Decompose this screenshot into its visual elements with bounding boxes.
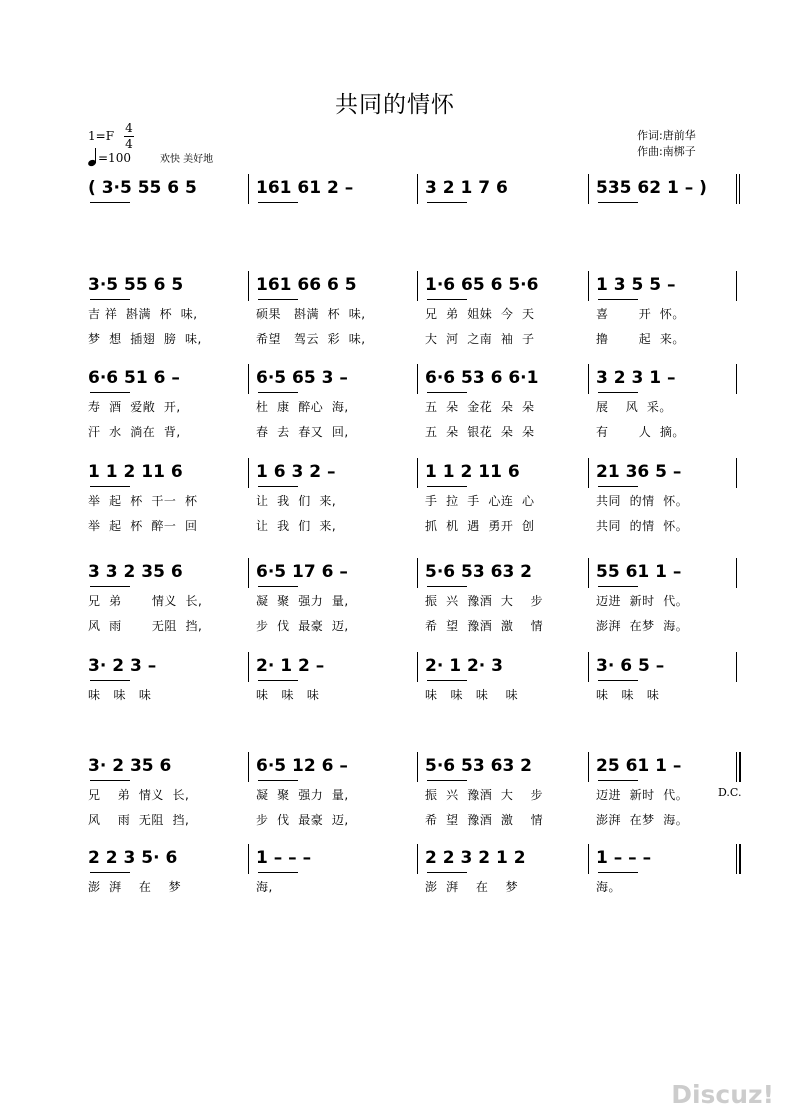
- lyric-line: 让 我 们 来,: [256, 519, 337, 533]
- barline: [417, 752, 418, 782]
- lyric-line: 步 伐 最豪 迈,: [256, 619, 349, 633]
- beam-underline: [427, 780, 467, 781]
- lyric-line: 希 望 豫酒 激 情: [425, 619, 544, 633]
- key-signature: 1=F: [88, 129, 115, 143]
- tempo-marking: [88, 148, 131, 166]
- notation-measure: 3· 6 5 –: [596, 656, 665, 676]
- quarter-note-icon: [88, 148, 98, 166]
- beam-underline: [427, 486, 467, 487]
- notation-measure: 3·5 55 6 5: [88, 275, 184, 295]
- lyric-line: 兄 弟 情义 长,: [88, 788, 190, 802]
- lyric-line: 海,: [256, 880, 273, 894]
- barline: [417, 652, 418, 682]
- beam-underline: [90, 872, 130, 873]
- barline: [417, 271, 418, 301]
- notation-measure: 3· 2 3 –: [88, 656, 157, 676]
- notation-measure: 2 2 3 5· 6: [88, 848, 178, 868]
- beam-underline: [90, 586, 130, 587]
- lyric-line: 味 味 味: [256, 688, 320, 702]
- lyric-line: 澎湃 在梦 海。: [596, 813, 689, 827]
- lyric-line: 大 河 之南 袖 子: [425, 332, 535, 346]
- lyric-line: 迈进 新时 代。: [596, 594, 689, 608]
- lyric-line: 迈进 新时 代。: [596, 788, 689, 802]
- lyric-line: 汗 水 淌在 背,: [88, 425, 181, 439]
- barline: [736, 844, 737, 874]
- lyric-line: 味 味 味 味: [425, 688, 519, 702]
- song-title: 共同的情怀: [335, 92, 455, 118]
- time-signature-bottom: 4: [125, 137, 133, 151]
- notation-measure: 2· 1 2· 3: [425, 656, 503, 676]
- beam-underline: [258, 202, 298, 203]
- lyric-line: 杜 康 醉心 海,: [256, 400, 349, 414]
- notation-measure: 6·5 12 6 –: [256, 756, 348, 776]
- notation-measure: 1 1 2 11 6: [88, 462, 183, 482]
- barline: [588, 271, 589, 301]
- final-barline: [739, 752, 741, 782]
- tempo-value: =100: [98, 151, 131, 165]
- notation-measure: 6·5 65 3 –: [256, 368, 348, 388]
- lyric-line: 手 拉 手 心连 心: [425, 494, 535, 508]
- beam-underline: [90, 486, 130, 487]
- lyric-line: 硕果 斟满 杯 味,: [256, 307, 366, 321]
- notation-measure: ( 3·5 55 6 5: [88, 178, 197, 198]
- barline: [588, 364, 589, 394]
- final-barline: [739, 844, 741, 874]
- notation-measure: 2· 1 2 –: [256, 656, 325, 676]
- lyric-line: 喜 开 怀。: [596, 307, 685, 321]
- beam-underline: [598, 680, 638, 681]
- barline: [248, 174, 249, 204]
- beam-underline: [90, 392, 130, 393]
- notation-measure: 1·6 65 6 5·6: [425, 275, 539, 295]
- lyric-line: 味 味 味: [88, 688, 152, 702]
- lyric-line: 举 起 杯 醉一 回: [88, 519, 198, 533]
- final-barline: [739, 174, 740, 204]
- lyric-line: 兄 弟 姐妹 今 天: [425, 307, 535, 321]
- barline: [736, 458, 737, 488]
- barline: [736, 652, 737, 682]
- beam-underline: [598, 486, 638, 487]
- barline: [248, 558, 249, 588]
- beam-underline: [90, 780, 130, 781]
- beam-underline: [427, 299, 467, 300]
- lyric-line: 寿 酒 爱敞 开,: [88, 400, 181, 414]
- beam-underline: [427, 680, 467, 681]
- beam-underline: [598, 780, 638, 781]
- lyric-line: 凝 聚 强力 量,: [256, 594, 349, 608]
- lyric-line: 澎湃 在梦 海。: [596, 619, 689, 633]
- beam-underline: [258, 780, 298, 781]
- barline: [588, 652, 589, 682]
- barline: [417, 364, 418, 394]
- lyric-line: 举 起 杯 干一 杯: [88, 494, 198, 508]
- barline: [248, 652, 249, 682]
- lyric-line: 澎 湃 在 梦: [425, 880, 519, 894]
- lyric-line: 步 伐 最豪 迈,: [256, 813, 349, 827]
- watermark: Discuz!: [671, 1080, 774, 1109]
- barline: [248, 271, 249, 301]
- lyric-line: 春 去 春又 回,: [256, 425, 349, 439]
- beam-underline: [598, 392, 638, 393]
- time-signature-top: 4: [125, 121, 133, 135]
- lyric-line: 希望 驾云 彩 味,: [256, 332, 366, 346]
- lyric-line: 有 人 摘。: [596, 425, 685, 439]
- beam-underline: [258, 299, 298, 300]
- notation-measure: 3 2 1 7 6: [425, 178, 508, 198]
- notation-measure: 1 1 2 11 6: [425, 462, 520, 482]
- lyric-line: 展 风 采。: [596, 400, 672, 414]
- lyric-line: 希 望 豫酒 激 情: [425, 813, 544, 827]
- beam-underline: [427, 392, 467, 393]
- notation-measure: 3 3 2 35 6: [88, 562, 183, 582]
- notation-measure: 6·6 53 6 6·1: [425, 368, 539, 388]
- barline: [736, 174, 737, 204]
- notation-measure: 2 2 3 2 1 2: [425, 848, 526, 868]
- notation-measure: 5·6 53 63 2: [425, 756, 533, 776]
- lyricist: 作词:唐前华: [637, 129, 696, 142]
- lyric-line: 振 兴 豫酒 大 步: [425, 788, 544, 802]
- notation-measure: 161 66 6 5: [256, 275, 357, 295]
- notation-measure: 6·6 51 6 –: [88, 368, 180, 388]
- beam-underline: [427, 586, 467, 587]
- beam-underline: [598, 586, 638, 587]
- barline: [417, 844, 418, 874]
- lyric-line: 吉 祥 斟满 杯 味,: [88, 307, 198, 321]
- notation-measure: 55 61 1 –: [596, 562, 682, 582]
- credits: [637, 128, 696, 160]
- expression-marking: 欢快 美好地: [160, 154, 214, 165]
- beam-underline: [258, 392, 298, 393]
- lyric-line: 凝 聚 强力 量,: [256, 788, 349, 802]
- notation-measure: 1 – – –: [256, 848, 312, 868]
- beam-underline: [598, 202, 638, 203]
- lyric-line: 海。: [596, 880, 622, 894]
- lyric-line: 味 味 味: [596, 688, 660, 702]
- beam-underline: [598, 299, 638, 300]
- dc-marking: D.C.: [718, 786, 742, 799]
- lyric-line: 共同 的情 怀。: [596, 519, 689, 533]
- beam-underline: [90, 680, 130, 681]
- barline: [588, 558, 589, 588]
- lyric-line: 梦 想 插翅 膀 味,: [88, 332, 202, 346]
- lyric-line: 五 朵 银花 朵 朵: [425, 425, 535, 439]
- barline: [588, 174, 589, 204]
- barline: [248, 844, 249, 874]
- lyric-line: 澎 湃 在 梦: [88, 880, 182, 894]
- beam-underline: [90, 202, 130, 203]
- beam-underline: [598, 872, 638, 873]
- notation-measure: 21 36 5 –: [596, 462, 682, 482]
- barline: [736, 558, 737, 588]
- lyric-line: 抓 机 遇 勇开 创: [425, 519, 535, 533]
- notation-measure: 1 – – –: [596, 848, 652, 868]
- lyric-line: 风 雨 无阻 挡,: [88, 813, 190, 827]
- barline: [588, 458, 589, 488]
- barline: [248, 364, 249, 394]
- beam-underline: [90, 299, 130, 300]
- beam-underline: [258, 872, 298, 873]
- barline: [417, 174, 418, 204]
- barline: [248, 752, 249, 782]
- lyric-line: 共同 的情 怀。: [596, 494, 689, 508]
- lyric-line: 让 我 们 来,: [256, 494, 337, 508]
- barline: [588, 752, 589, 782]
- notation-measure: 161 61 2 –: [256, 178, 354, 198]
- barline: [736, 364, 737, 394]
- lyric-line: 撸 起 来。: [596, 332, 685, 346]
- barline: [736, 752, 737, 782]
- barline: [248, 458, 249, 488]
- lyric-line: 风 雨 无阻 挡,: [88, 619, 203, 633]
- notation-measure: 25 61 1 –: [596, 756, 682, 776]
- beam-underline: [258, 586, 298, 587]
- beam-underline: [427, 872, 467, 873]
- lyric-line: 振 兴 豫酒 大 步: [425, 594, 544, 608]
- notation-measure: 535 62 1 – ): [596, 178, 707, 198]
- notation-measure: 3· 2 35 6: [88, 756, 172, 776]
- barline: [417, 458, 418, 488]
- notation-measure: 3 2 3 1 –: [596, 368, 676, 388]
- barline: [736, 271, 737, 301]
- lyric-line: 兄 弟 情义 长,: [88, 594, 203, 608]
- notation-measure: 5·6 53 63 2: [425, 562, 533, 582]
- composer: 作曲:南梆子: [637, 145, 696, 158]
- barline: [588, 844, 589, 874]
- lyric-line: 五 朵 金花 朵 朵: [425, 400, 535, 414]
- barline: [417, 558, 418, 588]
- beam-underline: [258, 680, 298, 681]
- beam-underline: [258, 486, 298, 487]
- notation-measure: 6·5 17 6 –: [256, 562, 348, 582]
- beam-underline: [427, 202, 467, 203]
- notation-measure: 1 6 3 2 –: [256, 462, 336, 482]
- notation-measure: 1 3 5 5 –: [596, 275, 676, 295]
